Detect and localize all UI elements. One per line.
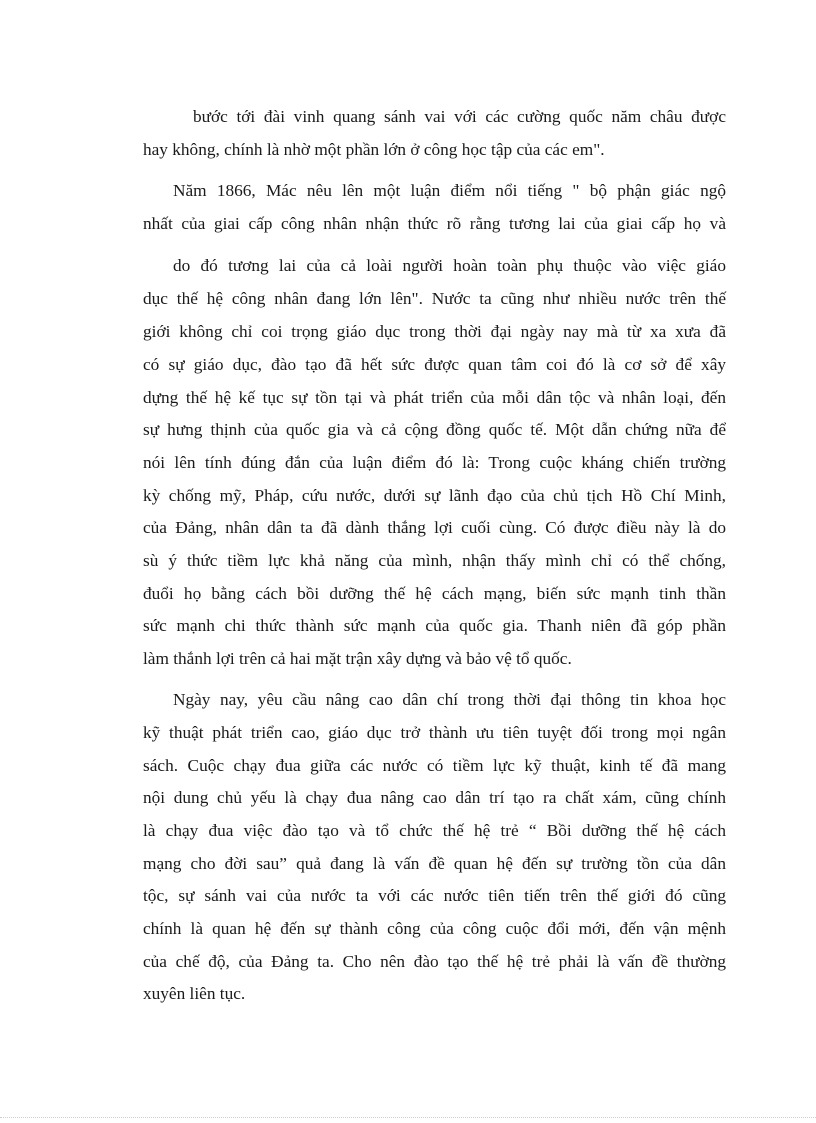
text-line: có sự giáo dục, đào tạo đã hết sức được quan tâm coi đó là cơ sở để xây (143, 355, 726, 374)
text-line: giới không chỉ coi trọng giáo dục trong thời đại ngày nay mà từ xa xưa đã (143, 322, 726, 341)
text-line: bước tới đài vinh quang sánh vai với các cường quốc năm châu được (193, 107, 726, 126)
text-line: dựng thế hệ kế tục sự tồn tại và phát triển của mỗi dân tộc và nhân loại, đến (143, 388, 726, 407)
text-line: nhất của giai cấp công nhân nhận thức rõ rằng tương lai của giai cấp họ và (143, 214, 726, 233)
text-line: Năm 1866, Mác nêu lên một luận điểm nổi tiếng " bộ phận giác ngộ (173, 181, 726, 200)
text-line: sù ý thức tiềm lực khả năng của mình, nhận thấy mình chỉ có thể chống, (143, 551, 726, 570)
text-line: xuyên liên tục. (143, 984, 246, 1003)
text-line: hay không, chính là nhờ một phần lớn ở công học tập của các em". (143, 140, 605, 159)
text-line: kỳ chống mỹ, Pháp, cứu nước, dưới sự lãnh đạo của chủ tịch Hồ Chí Minh, (143, 486, 726, 505)
text-line: dục thế hệ công nhân đang lớn lên". Nước ta cũng như nhiều nước trên thế (143, 289, 726, 308)
text-line: chính là quan hệ đến sự thành công của công cuộc đổi mới, đến vận mệnh (143, 919, 726, 938)
text-line: là chạy đua việc đào tạo và tổ chức thế hệ trẻ “ Bồi dưỡng thế hệ cách (143, 821, 726, 840)
text-line: kỹ thuật phát triển cao, giáo dục trở thành ưu tiên tuyệt đối trong mọi ngân (143, 723, 726, 742)
text-line: do đó tương lai của cả loài người hoàn toàn phụ thuộc vào việc giáo (173, 256, 726, 275)
text-line: làm thắnh lợi trên cả hai mặt trận xây dựng và bảo vệ tổ quốc. (143, 649, 572, 668)
text-line: của Đảng, nhân dân ta đã dành thắng lợi cuối cùng. Có được điều này là do (143, 518, 726, 537)
text-line: nội dung chủ yếu là chạy đua nâng cao dân trí tạo ra chất xám, cũng chính (143, 788, 726, 807)
page-bottom-border (0, 1117, 816, 1118)
text-line: đuổi họ bằng cách bồi dưỡng thế hệ cách mạng, biến sức mạnh tinh thần (143, 584, 726, 603)
text-line: sức mạnh chi thức thành sức mạnh của quốc gia. Thanh niên đã góp phần (143, 616, 726, 635)
text-line: nói lên tính đúng đắn của luận điểm đó là: Trong cuộc kháng chiến trường (143, 453, 726, 472)
text-line: sự hưng thịnh của quốc gia và cả cộng đồng quốc tế. Một dẫn chứng nữa để (143, 420, 726, 439)
text-line: sách. Cuộc chạy đua giữa các nước có tiềm lực kỹ thuật, kinh tế đã mang (143, 756, 726, 775)
text-line: mạng cho đời sau” quả đang là vấn đề quan hệ đến sự trường tồn của dân (143, 854, 726, 873)
text-line: tộc, sự sánh vai của nước ta với các nước tiên tiến trên thế giới đó cũng (143, 886, 726, 905)
text-line: Ngày nay, yêu cầu nâng cao dân chí trong thời đại thông tin khoa học (173, 690, 726, 709)
text-line: của chế độ, của Đảng ta. Cho nên đào tạo thế hệ trẻ phải là vấn đề thường (143, 952, 726, 971)
